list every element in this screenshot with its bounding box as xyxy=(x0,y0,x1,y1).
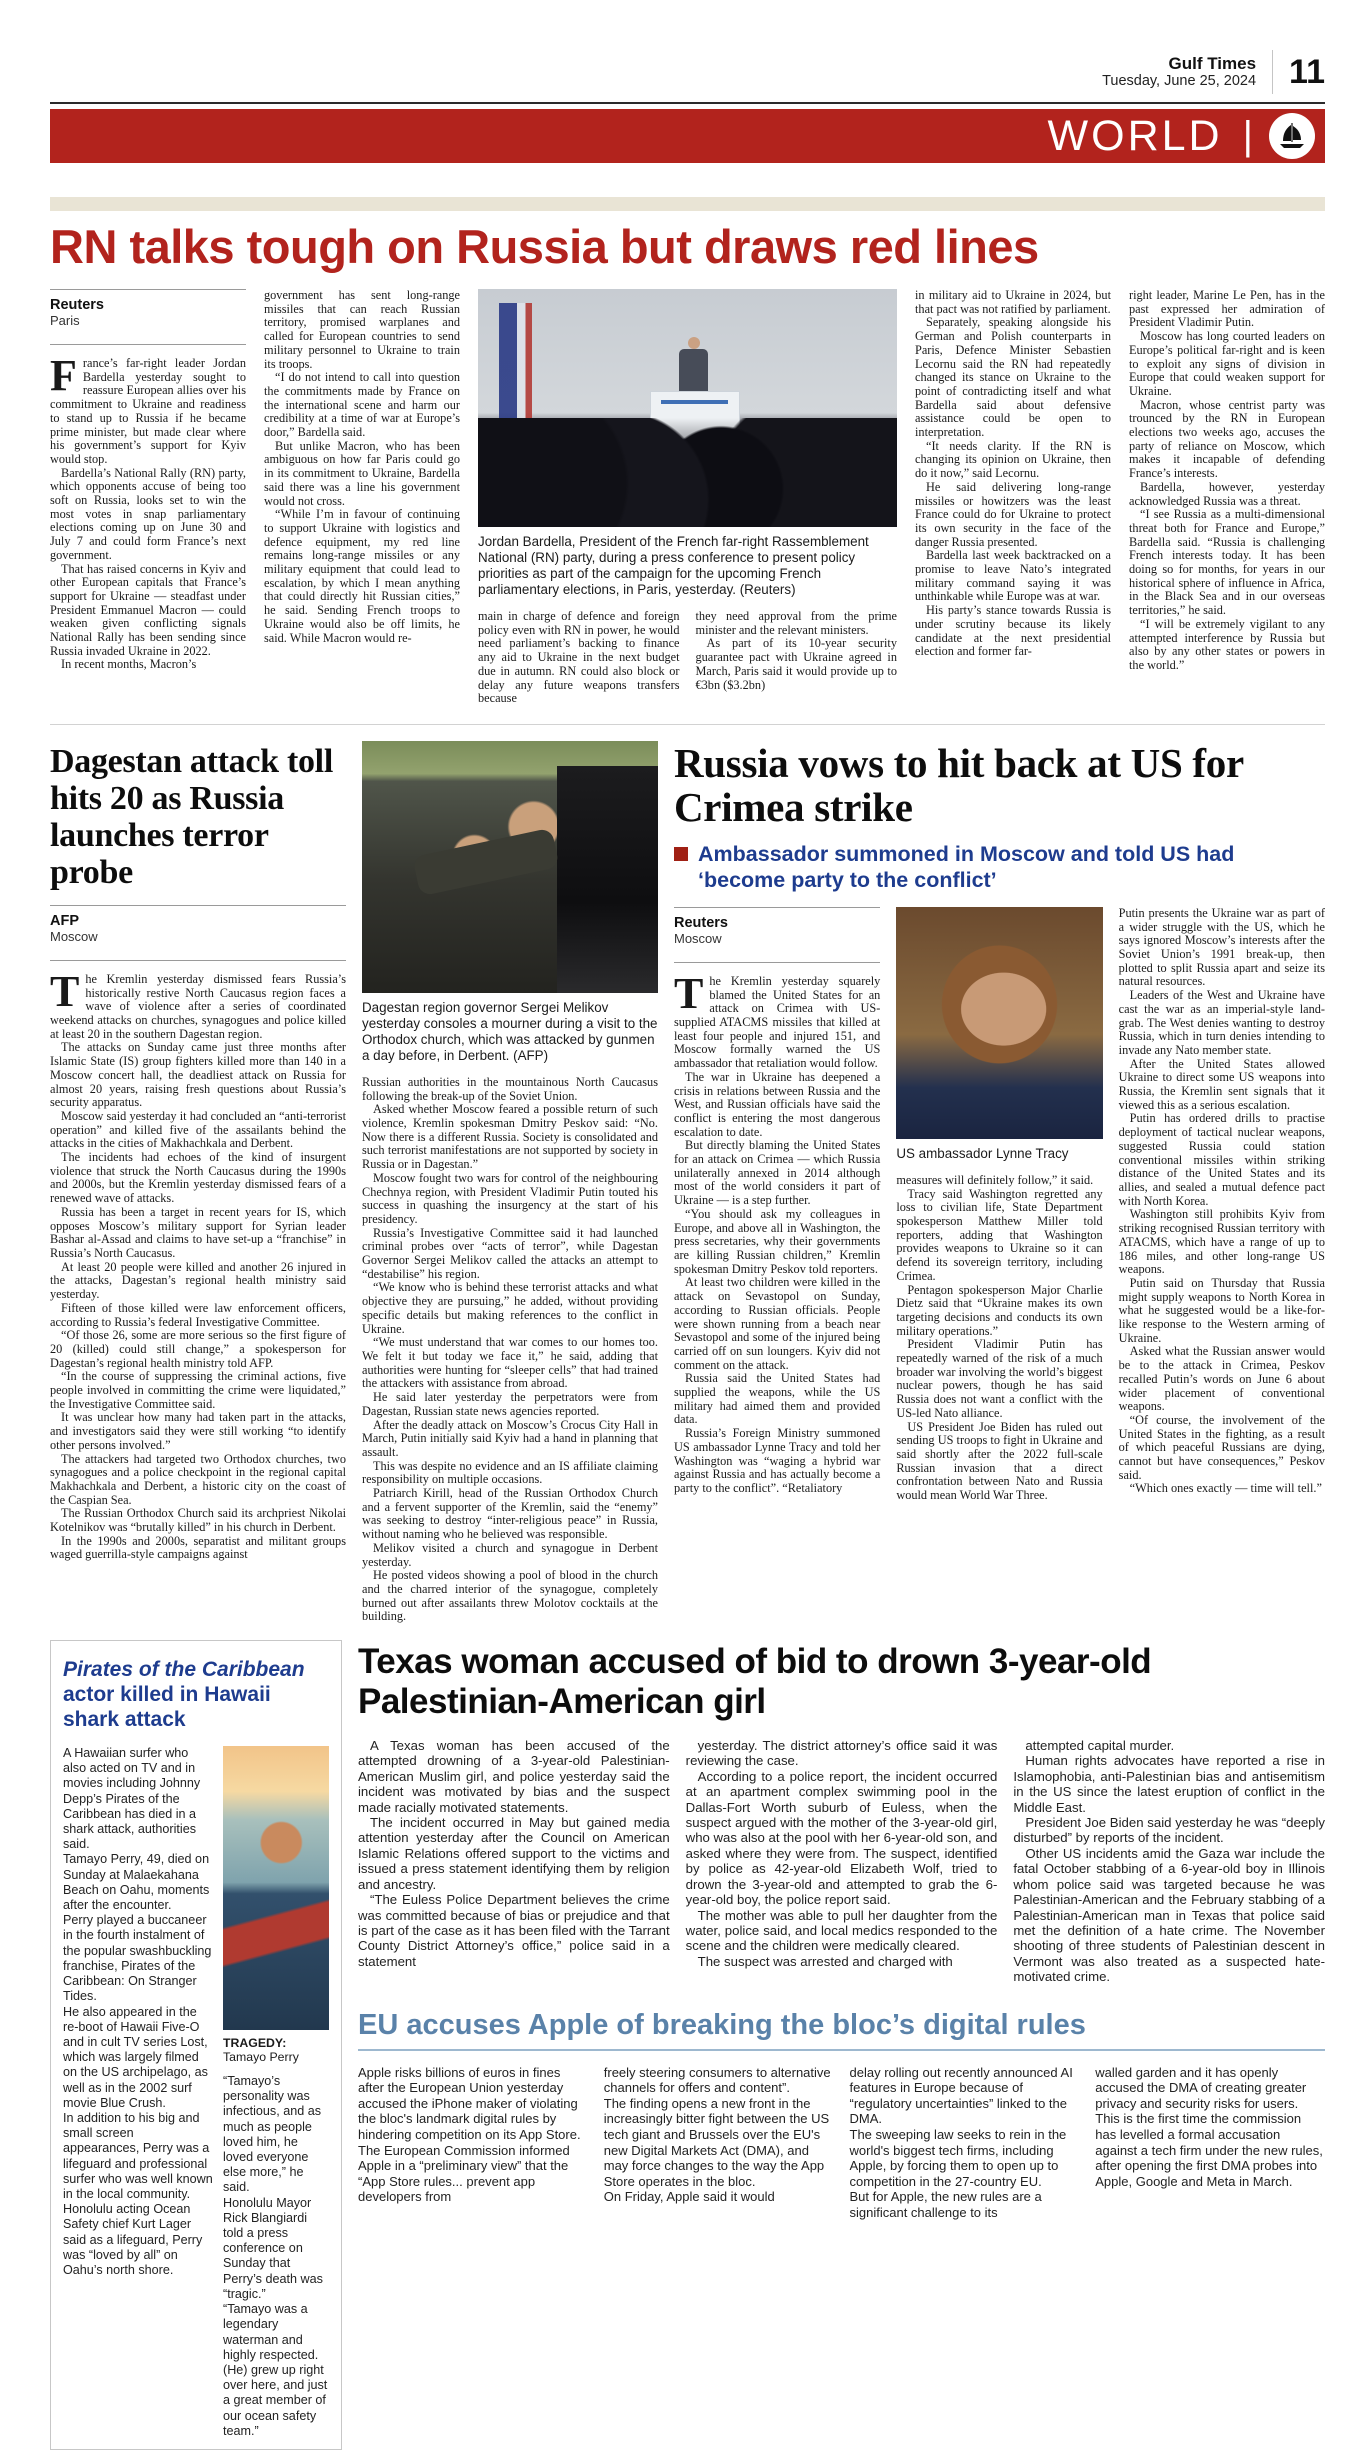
texas-headline: Texas woman accused of bid to drown 3-year-old Palestinian-American girl xyxy=(358,1642,1152,1722)
melikov-consoling-photo xyxy=(362,741,658,993)
lead-column-6 xyxy=(1129,289,1325,706)
apple-column-1 xyxy=(358,2065,588,2221)
paragraph: Bardella last week backtracked on a promise to leave Nato’s integrated military command saying it was unthinkable while Europe was at war. xyxy=(915,548,1111,604)
paragraph: walled garden and it has openly accused the DMA of creating greater privacy and security risks for users. xyxy=(1095,2064,1307,2111)
paragraph: Moscow fought two wars for control of the neighbouring Chechnya region, with President Vladimir Putin touted his success in quashing the insurgency at the start of his presidency. xyxy=(362,1170,658,1226)
paragraph: Washington still prohibits Kyiv from striking recognised Russian territory with ATACMS, which have a range of up to 186 miles, and other long-range US weapons. xyxy=(1118,1207,1325,1277)
paragraph: Melikov visited a church and synagogue in Derbent yesterday. xyxy=(362,1540,658,1569)
paragraph: right leader, Marine Le Pen, has in the past expressed her admiration of President Vladimir Putin. xyxy=(1129,288,1325,330)
paragraph: According to a police report, the incident occurred at an apartment complex swimming pool in the Dallas-Fort Worth suburb of Euless, when the suspect argued with the mother of the 3-year-old girl, who was also at the pool with her 6-year-old son, and asked where they were from. The suspect, identified by police as 42-year-old Elizabeth Wolf, tried to drown the 3-year-old and attempted to grab the 6-year-old boy, the police report said. xyxy=(685,1768,998,1908)
caption-label: TRAGEDY: xyxy=(223,2036,287,2051)
paragraph: Bardella’s National Rally (RN) party, which opponents accuse of being too soft on Russia, looks set to win the most votes in snap parliamentary elections coming up on June 30 and July 7 and could form France’s next government. xyxy=(50,465,246,562)
paragraph: Asked whether Moscow feared a possible return of such violence, Kremlin spokesman Dmitry Peskov said: “No. Now there is a different Russia. Society is consolidated and such terrorist manifestations are not supported by society in Russia or in Dagestan.” xyxy=(362,1102,658,1172)
texas-column-2 xyxy=(686,1738,998,1985)
paragraph: The Kremlin yesterday squarely blamed the United States for an attack on Crimea with US-supplied ATACMS missiles that killed at least four people and injured 151, and Moscow formally warned the US ambassador that retaliation would follow. xyxy=(674,968,881,1071)
crimea-article xyxy=(674,741,1325,1624)
paragraph: After the deadly attack on Moscow’s Crocus City Hall in March, Putin initially said Kyiv had a hand in planning that assault. xyxy=(362,1417,658,1459)
paragraph: Russia has been a target in recent years for IS, which opposes Moscow’s military support for Syrian leader Bashar al-Assad and claims to have set-up a “franchise” in Russia’s North Caucasus. xyxy=(50,1204,346,1260)
french-flag xyxy=(499,303,533,436)
dagestan-column-2 xyxy=(362,741,658,1624)
apple-headline: EU accuses Apple of breaking the bloc’s digital rules xyxy=(358,2008,1086,2041)
texas-column-3 xyxy=(1013,1738,1325,1985)
headline-underline-rule xyxy=(358,2049,1325,2051)
paragraph: The war in Ukraine has deepened a crisis in relations between Russia and the West, and Russian officials have said the conflict is entering the most dangerous escalation to date. xyxy=(674,1069,881,1139)
paragraph: The incident occurred in May but gained media attention yesterday after the Council on American Islamic Relations offered support to the victims and issued a press statement identifying them by religion and ancestry. xyxy=(358,1815,670,1892)
paragraph: The attackers had targeted two Orthodox churches, two synagogues and a police checkpoint in the regional capital Makhachkala and Derbent, a historic city on the coast of the Caspian Sea. xyxy=(50,1451,346,1507)
byline-city: Moscow xyxy=(50,928,98,944)
paragraph: delay rolling out recently announced AI features in Europe because of “regulatory uncertainties” linked to the DMA. xyxy=(849,2064,1073,2127)
shark-column-2 xyxy=(223,1746,329,2439)
paragraph: Honolulu Mayor Rick Blangiardi told a press conference on Sunday that Perry’s death was “tragic.” xyxy=(223,2195,323,2301)
paragraph: On Friday, Apple said it would xyxy=(603,2189,775,2205)
paragraph: Russia’s Investigative Committee said it had launched criminal probes over “acts of terror”, while Dagestan Governor Sergei Melikov called the attacks an attempt to “destabilise” his region. xyxy=(362,1225,658,1281)
paragraph: In the 1990s and 2000s, separatist and militant groups waged guerrilla-style campaigns against xyxy=(50,1533,346,1562)
lead-photo-block xyxy=(478,289,897,706)
lead-article xyxy=(50,289,1325,706)
article-text xyxy=(362,1076,658,1624)
tamayo-perry-photo xyxy=(223,1746,329,2030)
paragraph: Perry played a buccaneer in the fourth instalment of the popular swashbuckling franchise, Pirates of the Caribbean: On Stranger Tides. xyxy=(63,1913,212,2004)
paragraph: “Tamayo was a legendary waterman and highly respected. (He) grew up right over here, and just a great member of our ocean safety team.” xyxy=(223,2302,328,2438)
paragraph: France’s far-right leader Jordan Bardella yesterday sought to reassure European allies over his commitment to Ukraine and readiness to stand up to Russia if he became prime minister, but made clear where his government’s support for Kyiv would stop. xyxy=(50,351,246,466)
lead-column-3 xyxy=(478,610,680,706)
crimea-column-2 xyxy=(896,907,1102,1503)
article-text xyxy=(674,968,881,1496)
paragraph: Putin presents the Ukraine war as part of a wider struggle with the US, which he says ignored Moscow’s interests after the Soviet Union’s 1991 break-up, then plotted to split Russia apart and seize its natural resources. xyxy=(1118,905,1325,989)
paragraph: Macron, whose centrist party was trounced by the RN in European elections two weeks ago, accuses the party of reliance on Moscow, which makes it incapable of defending France’s interests. xyxy=(1129,397,1325,481)
paragraph: President Vladimir Putin has repeatedly warned of the risk of a much broader war involving the world’s biggest nuclear powers, though he has said Russia does not want a conflict with the US-led Nato alliance. xyxy=(896,1337,1103,1420)
paragraph: As part of its 10-year security guarantee pact with Ukraine agreed in March, Paris said it would provide up to €3bn ($3.2bn) xyxy=(695,636,897,692)
paragraph: Leaders of the West and Ukraine have cast the war as an imperial-style land-grab. The West denies wanting to destroy Russia, which in turn denies intending to invade any Nato member state. xyxy=(1118,988,1325,1057)
paragraph: “We must understand that war comes to our homes too. We felt it but today we face it,” he said, adding that authorities were hunting for “sleeper cells” that had trained the attackers with assistance from abroad. xyxy=(362,1335,658,1391)
paragraph: “Which ones exactly — time will tell.” xyxy=(1129,1481,1322,1496)
byline xyxy=(674,907,880,963)
masthead-rule xyxy=(50,102,1325,104)
paragraph: Moscow said yesterday it had concluded an “anti-terrorist operation” and killed five of the assailants behind the attacks in the cities of Makhachkala and Derbent. xyxy=(50,1108,346,1151)
paragraph: Asked what the Russian answer would be to the attack in Crimea, Peskov recalled Putin’s words on June 6 about wider placement of conventional weapons. xyxy=(1118,1344,1325,1414)
paragraph: He also appeared in the re-boot of Hawaii Five-O and in cult TV series Lost, which was largely filmed on the US archipelago, as well as in the 2002 surf movie Blue Crush. xyxy=(63,2004,208,2110)
bardella-press-conference-photo xyxy=(478,289,897,527)
paragraph: “Of those 26, some are more serious so the first figure of 20 (killed) could still change,” a spokesperson for Dagestan’s regional health ministry told AFP. xyxy=(50,1328,346,1370)
section-banner xyxy=(50,109,1325,163)
crimea-column-1 xyxy=(674,907,880,1503)
middle-section xyxy=(50,741,1325,1624)
lead-column-5 xyxy=(915,289,1111,706)
texas-columns xyxy=(358,1738,1325,1985)
dhow-icon xyxy=(1269,113,1315,159)
paragraph: “You should ask my colleagues in Europe, and above all in Washington, the press secretaries, why their governments are killing Russian children,” Kremlin spokesman Dmitry Peskov told reporters. xyxy=(674,1206,881,1276)
paragraph: Tracy said Washington regretted any loss to civilian life, State Department spokesperson Matthew Miller told reporters, adding that Washington provides weapons to Ukraine so it can defend its sovereign territory, including Crimea. xyxy=(896,1186,1103,1283)
paragraph: The finding opens a new front in the increasingly bitter fight between the US tech giant and Brussels over the EU's new Digital Markets Act (DMA), and may force changes to the way the App Store operates in the bloc. xyxy=(603,2095,830,2189)
paragraph: Moscow has long courted leaders on Europe’s political far-right and is keen to exploit any signs of division in Europe that could weaken support for Ukraine. xyxy=(1129,329,1325,398)
texas-article xyxy=(358,1640,1325,1985)
section-divider-rule xyxy=(50,724,1325,725)
byline-agency: Reuters xyxy=(50,297,104,313)
paragraph: The mother was able to pull her daughter from the water, police said, and local medics responded to the scene and the children were medically cleared. xyxy=(685,1907,998,1954)
paragraph: “I do not intend to call into question the commitments made by France on the international scene and harm our credibility at a time of war at Europe’s door,” Bardella said. xyxy=(264,370,460,440)
page-number: 11 xyxy=(1289,52,1325,91)
crimea-headline: Russia vows to hit back at US for Crimea strike xyxy=(674,739,1244,830)
byline xyxy=(50,905,346,961)
paragraph: Russia said the United States had supplied the weapons, while the US military had aimed them and provided data. xyxy=(674,1371,881,1427)
decorative-rule xyxy=(50,197,1325,211)
paragraph: “It needs clarity. If the RN is changing its opinion on Ukraine, then do it now,” said Lecornu. xyxy=(915,438,1111,481)
paragraph: Russian authorities in the mountainous North Caucasus following the break-up of the Soviet Union. xyxy=(362,1074,658,1103)
paragraph: He said delivering long-range missiles or howitzers was the least France could do for Ukraine to protect its own security in the face of the danger Russia presented. xyxy=(915,479,1111,549)
dagestan-column-1 xyxy=(50,741,346,1624)
car-silhouette xyxy=(557,766,658,993)
paragraph: At least two children were killed in the attack on Sevastopol on Sunday, according to Russian officials. People were shown running from a beach near Sevastopol and some of the injured being carried off on sun loungers. Kyiv did not comment on the attack. xyxy=(674,1275,881,1372)
crimea-subhead xyxy=(674,841,1325,893)
paragraph: “The Euless Police Department believes the crime was committed because of bias or prejudice and that is part of the case as it has been filed with the Tarrant County District Attorney’s office,” police said in a statement xyxy=(358,1892,670,1969)
crimea-columns xyxy=(674,907,1325,1503)
paragraph: This is the first time the commission has levelled a formal accusation against a tech firm under the new rules, after opening the first DMA probes into Apple, Google and Meta in March. xyxy=(1095,2111,1323,2189)
paragraph: It was unclear how many had taken part in the attacks, and investigators said they were still working “to identify other persons involved.” xyxy=(50,1410,346,1452)
shark-columns xyxy=(63,1746,329,2439)
article-text xyxy=(50,966,346,1562)
masthead-text xyxy=(1102,55,1256,90)
apple-column-2 xyxy=(604,2065,834,2221)
paragraph: “While I’m in favour of continuing to support Ukraine with logistics and defence equipment, my red line remains long-range missiles or any military equipment that could lead to escalation, by which I mean anything that could directly hit Russian cities,” he said. Sending French troops to Ukraine would also be off limits, he said. While Macron would re- xyxy=(264,507,460,645)
paragraph: main in charge of defence and foreign policy even with RN in power, he would need parliament’s backing to finance any aid to Ukraine in the next budget due in autumn. RN could also block or delay any future weapons transfers because xyxy=(478,609,680,706)
paragraph: But unlike Macron, who has been ambiguous on how far Paris could go in its commitment to Ukraine, Bardella said there was a line his government would not cross. xyxy=(264,438,460,508)
paragraph: President Joe Biden said yesterday he was “deeply disturbed” by reports of the incident. xyxy=(1013,1815,1326,1846)
byline-agency: Reuters xyxy=(674,914,728,931)
issue-date: Tuesday, June 25, 2024 xyxy=(1102,72,1257,89)
paragraph: Fifteen of those killed were law enforcement officers, according to Russia’s federal Investigative Committee. xyxy=(50,1300,346,1329)
paragraph: “I will be extremely vigilant to any attempted interference by Russia but also by any other states or powers in the world.” xyxy=(1129,616,1325,672)
paragraph: The suspect was arrested and charged with xyxy=(697,1953,953,1969)
headline-rest: actor killed in Hawaii shark attack xyxy=(63,1683,271,1732)
paragraph: “Tamayo’s personality was infectious, and as much as people loved him, he loved everyone else more,” he said. xyxy=(223,2074,322,2195)
paragraph: Honolulu acting Ocean Safety chief Kurt Lager said as a lifeguard, Perry was “loved by all” on Oahu’s north shore. xyxy=(63,2202,203,2277)
paragraph: Putin has ordered drills to practise deployment of tactical nuclear weapons, suggested Russia could station conventional missiles within striking distance of the United States and its allies, and sealed a mutual defence pact with North Korea. xyxy=(1118,1111,1325,1208)
article-text xyxy=(896,1174,1102,1503)
paragraph: they need approval from the prime minister and the relevant ministers. xyxy=(695,609,897,637)
texas-column-1 xyxy=(358,1738,670,1985)
paragraph: Pentagon spokesperson Major Charlie Dietz said that “Ukraine makes its own targeting decisions and conducts its own military operations.” xyxy=(896,1282,1103,1338)
headline-italic-part: Pirates of the Caribbean xyxy=(63,1658,305,1682)
paragraph: in military aid to Ukraine in 2024, but that pact was not ratified by parliament. xyxy=(915,288,1111,316)
masthead xyxy=(50,0,1325,102)
paragraph: The Kremlin yesterday dismissed fears Russia’s historically restive North Caucasus region faces a wave of violence after a series of coordinated weekend attacks on churches, synagogues and police killed at least 20 in the southern Dagestan region. xyxy=(50,966,346,1041)
shark-headline xyxy=(63,1657,329,1732)
dagestan-article xyxy=(50,741,658,1624)
bottom-right-stack xyxy=(358,1640,1325,2450)
paragraph: But for Apple, the new rules are a significant challenge to its xyxy=(849,2189,1042,2220)
paragraph: Russia’s Foreign Ministry summoned US ambassador Lynne Tracy and told her Washington was “waging a hybrid war against Russia and has actually become a party to the conflict”. “Retaliatory xyxy=(674,1426,881,1495)
paragraph: But directly blaming the United States for an attack on Crimea — which Russia unilaterally annexed in 2014 although most of the world considers it part of Ukraine — is a step further. xyxy=(674,1138,881,1208)
shark-column-1 xyxy=(63,1746,213,2439)
paragraph: The European Commission informed Apple in a “preliminary view” that the “App Store rules... prevent app developers from xyxy=(358,2142,570,2205)
byline-city: Moscow xyxy=(674,930,722,946)
paragraph: A Hawaiian surfer who also acted on TV and in movies including Johnny Depp’s Pirates of the Caribbean has died in a shark attack, authorities said. xyxy=(63,1746,201,1852)
bottom-section xyxy=(50,1640,1325,2450)
audience-silhouettes xyxy=(478,418,897,527)
paragraph: Other US incidents amid the Gaza war include the fatal October stabbing of a 6-year-old boy in Illinois whom police said was targeted because he was Palestinian-American and the February stabbing of a Palestinian-American man in Texas that police said met the definition of a hate crime. The November shooting of three students of Palestinian descent in Vermont was also treated as a suspected hate-motivated crime. xyxy=(1013,1845,1326,1985)
section-title: WORLD xyxy=(1047,112,1223,160)
paragraph: Bardella, however, yesterday acknowledged Russia was a threat. xyxy=(1129,479,1325,508)
paragraph: He said later yesterday the perpetrators were from Dagestan, Russian state news agencies reported. xyxy=(362,1390,658,1418)
paragraph: attempted capital murder. xyxy=(1025,1738,1175,1754)
paragraph: government has sent long-range missiles that can reach Russian territory, promised warplanes and called for European countries to send military personnel to Ukraine to train its troops. xyxy=(264,288,460,371)
paragraph: Apple risks billions of euros in fines after the European Union yesterday accused the iPhone maker of violating the bloc's landmark digital rules by hindering competition on its App Store. xyxy=(358,2064,581,2142)
section-pipe: | xyxy=(1242,113,1253,158)
shark-attack-box xyxy=(50,1640,342,2450)
photo-caption: US ambassador Lynne Tracy xyxy=(896,1145,1069,1161)
lead-column-2 xyxy=(264,289,460,706)
paragraph: Human rights advocates have reported a rise in Islamophobia, anti-Palestinian bias and antisemitism in the US since the latest eruption of conflict in the Middle East. xyxy=(1013,1753,1326,1815)
subhead-text: Ambassador summoned in Moscow and told US had ‘become party to the conflict’ xyxy=(698,841,1235,892)
photo-caption xyxy=(223,2036,329,2064)
paragraph: The Russian Orthodox Church said its archpriest Nikolai Kotelnikov was “brutally killed” in his church in Derbent. xyxy=(50,1506,346,1535)
byline-agency: AFP xyxy=(50,912,79,929)
paragraph: The sweeping law seeks to rein in the world's biggest tech firms, including Apple, by forcing them to open up to competition in the 27-country EU. xyxy=(849,2126,1067,2189)
lead-column-1 xyxy=(50,289,246,706)
paragraph: “In the course of suppressing the criminal actions, five people involved in committing the crime were liquidated,” the Investigative Committee said. xyxy=(50,1369,346,1411)
embrace-figures xyxy=(413,827,560,896)
paragraph: In recent months, Macron’s xyxy=(61,657,197,672)
paragraph: His party’s stance towards Russia is under scrutiny because its likely candidate at the next presidential election and former far- xyxy=(915,603,1111,659)
paragraph: The attacks on Sunday came just three months after Islamic State (IS) group fighters killed more than 140 in a Moscow concert hall, the deadliest attack on Russia for almost 20 years, raising fresh questions about Russia’s security apparatus. xyxy=(50,1040,346,1110)
article-text xyxy=(50,351,246,672)
paragraph: Patriarch Kirill, head of the Russian Orthodox Church and a fervent supporter of the Kremlin, said the “enemy” was seeking to destroy “inter-religious peace” in Russia, without naming who he believed was responsible. xyxy=(362,1486,658,1542)
crimea-column-3 xyxy=(1119,907,1325,1503)
article-text xyxy=(223,2074,329,2439)
lead-subcolumns xyxy=(478,610,897,706)
paragraph: Separately, speaking alongside his German and Polish counterparts in Paris, Defence Minister Sebastien Lecornu said the RN had repeatedly changed its stance on Ukraine to the point of contradicting itself and what Bardella said about defensive assistance could be open to interpretation. xyxy=(915,315,1111,440)
paragraph: After the United States allowed Ukraine to direct some US weapons into Russia, the Kremlin sent signals that it viewed this as a serious escalation. xyxy=(1118,1056,1325,1112)
paragraph: Putin said on Thursday that Russia might supply weapons to North Korea in what he suggested would be a like-for-like response to the Western arming of Ukraine. xyxy=(1118,1275,1325,1345)
red-square-bullet xyxy=(674,847,688,861)
paragraph: “Of course, the involvement of the United States in the fighting, as a result of which peaceful Russians are dying, cannot but have consequences,” Peskov said. xyxy=(1118,1412,1325,1482)
caption-text: Tamayo Perry xyxy=(223,2050,299,2065)
paragraph: He posted videos showing a pool of blood in the church and the charred interior of the synagogue, completely burned out after assailants threw Molotov cocktails at the building. xyxy=(362,1568,658,1624)
speaker-figure xyxy=(679,349,708,397)
dagestan-headline: Dagestan attack toll hits 20 as Russia launches terror probe xyxy=(50,742,333,891)
apple-article xyxy=(358,2005,1325,2221)
byline xyxy=(50,289,246,345)
paragraph: At least 20 people were killed and another 26 injured in the attacks, Dagestan’s regional health ministry said yesterday. xyxy=(50,1259,346,1302)
paragraph: yesterday. The district attorney’s office said it was reviewing the case. xyxy=(685,1738,998,1769)
paragraph: This was despite no evidence and an IS affiliate claiming responsibility on multiple occasions. xyxy=(362,1458,658,1487)
apple-columns xyxy=(358,2065,1325,2221)
paragraph: That has raised concerns in Kyiv and other European capitals that France’s support for Ukraine — steadfast under President Emmanuel Macron — could weaken given conflicting signals National Rally has been sending since Russia invaded Ukraine in 2022. xyxy=(50,561,246,658)
paragraph: “I see Russia as a multi-dimensional threat both for France and Europe,” Bardella said. “Russia is challenging French interests today. It has been doing so for months, for years in our historical sphere of influence in Africa, in the Black Sea and in our overseas territories,” he said. xyxy=(1129,507,1325,618)
lead-column-4 xyxy=(696,610,898,706)
paragraph: freely steering consumers to alternative channels for offers and content”. xyxy=(603,2064,831,2096)
photo-caption: Dagestan region governor Sergei Melikov yesterday consoles a mourner during a visit to the Orthodox church, which was attacked by gunmen a day before, in Derbent. (AFP) xyxy=(362,999,658,1063)
paragraph: The incidents had echoes of the kind of insurgent violence that struck the North Caucasus during the 1990s and 2000s, but the Kremlin yesterday dismissed fears of a renewed wave of attacks. xyxy=(50,1150,346,1206)
paragraph: measures will definitely follow,” it said. xyxy=(896,1172,1094,1187)
paragraph: A Texas woman has been accused of the attempted drowning of a 3-year-old Palestinian-American Muslim girl, and police yesterday said the incident was motivated by bias and the suspect made racially motivated statements. xyxy=(358,1738,670,1815)
paper-name: Gulf Times xyxy=(1168,53,1257,73)
paragraph: Tamayo Perry, 49, died on Sunday at Malaekahana Beach on Oahu, moments after the encounter. xyxy=(63,1852,210,1913)
byline-city: Paris xyxy=(50,313,80,328)
photo-caption: Jordan Bardella, President of the French far-right Rassemblement National (RN) party, during a press conference to present policy priorities as part of the campaign for the upcoming French parliamentary elections, in Paris, yesterday. (Reuters) xyxy=(478,534,869,597)
apple-column-4 xyxy=(1095,2065,1325,2221)
paragraph: US President Joe Biden has ruled out sending US troops to fight in Ukraine and said shortly after the 2022 full-scale Russian invasion that a direct confrontation between Nato and Russia would mean World War Three. xyxy=(896,1419,1103,1503)
masthead-divider xyxy=(1272,50,1273,94)
lead-headline: RN talks tough on Russia but draws red lines xyxy=(50,220,1039,273)
paragraph: In addition to his big and small screen appearances, Perry was a lifeguard and professional surfer who was well known in the local community. xyxy=(63,2110,213,2201)
lynne-tracy-portrait-photo xyxy=(896,907,1102,1139)
paragraph: “We know who is behind these terrorist attacks and what objective they are pursuing,” he added, without providing specific details but making references to the conflict in Ukraine. xyxy=(362,1280,658,1336)
apple-column-3 xyxy=(850,2065,1080,2221)
